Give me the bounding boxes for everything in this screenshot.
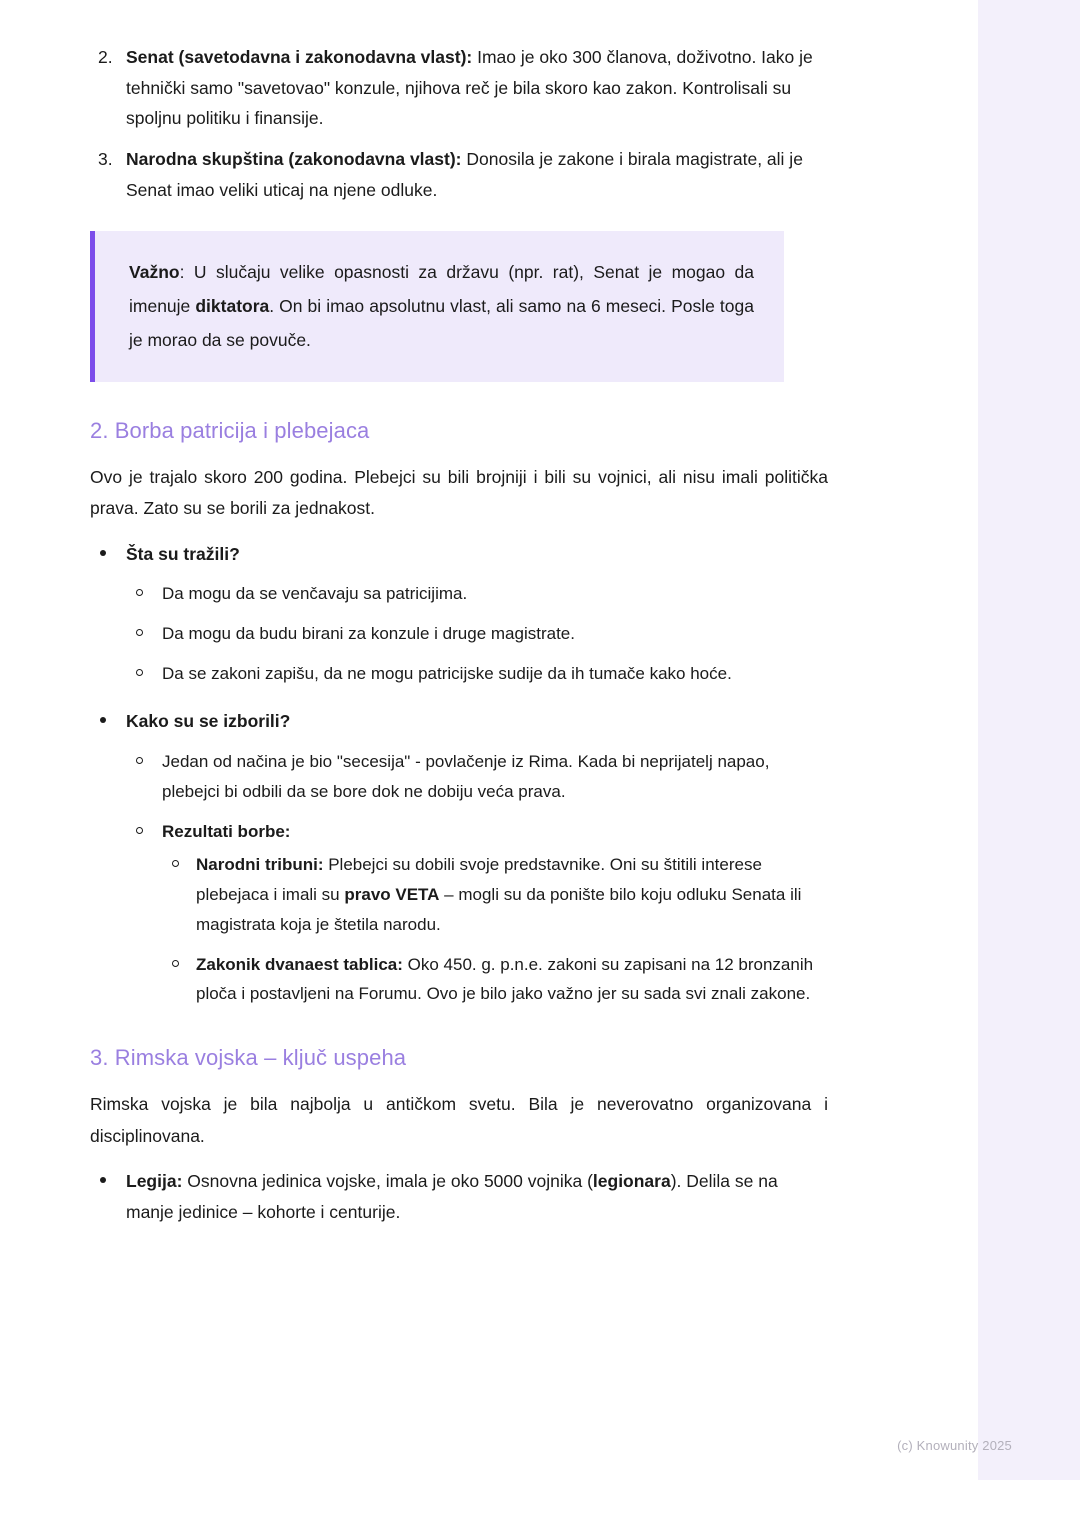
- result-text-part2: – mogli su da ponište bilo koju odluku Senata ili magistrata koja je štetila narodu.: [196, 885, 802, 934]
- circle-bullet-icon: [172, 960, 179, 967]
- bullet-dot-icon: [100, 717, 106, 723]
- section-heading-3: 3. Rimska vojska – ključ uspeha: [90, 1045, 407, 1070]
- bullet-text-part1: Osnovna jedinica vojske, imala je oko 5000 vojnika (: [182, 1171, 593, 1191]
- circle-bullet-icon: [136, 669, 143, 676]
- bullet-text-part2: ). Delila se na manje jedinice – kohorte i centurije.: [126, 1171, 778, 1222]
- sub-list-item: [126, 747, 828, 807]
- sub-list-item: [126, 659, 828, 689]
- list-item-title: Senat (savetodavna i zakonodavna vlast):: [126, 47, 473, 67]
- important-callout: [90, 231, 784, 381]
- bullet-item: [90, 706, 828, 1009]
- list-marker: 2.: [98, 47, 113, 67]
- result-text: Oko 450. g. p.n.e. zakoni su zapisani na 12 bronzanih ploča i postavljeni na Forumu. Ovo je bilo jako važno jer su sada svi znali zakone.: [196, 954, 814, 1004]
- bullet-item: [90, 1166, 828, 1227]
- section-heading-2: 2. Borba patricija i plebejaca: [90, 417, 370, 443]
- bullet-title: Šta su tražili?: [126, 543, 240, 564]
- list-item-title: Narodna skupština (zakonodavna vlast):: [126, 148, 462, 169]
- sub-list-text: Jedan od načina je bio "secesija" - povlačenje iz Rima. Kada bi neprijatelj napao, plebejci bi odbili da se bore dok ne dobiju veća prava.: [162, 752, 770, 801]
- sub-list-item: [126, 579, 828, 609]
- sub-list-item: [126, 619, 828, 649]
- result-title: Zakonik dvanaest tablica:: [196, 954, 403, 974]
- page-right-margin-gap: [972, 0, 978, 1480]
- circle-bullet-icon: [136, 629, 143, 636]
- section-3-bullets: [90, 1166, 828, 1227]
- result-emphasis: pravo VETA: [344, 885, 440, 904]
- sub-list-title: Rezultati borbe:: [162, 821, 291, 841]
- circle-bullet-icon: [136, 757, 143, 764]
- sub-list-text: Da mogu da budu birani za konzule i druge magistrate.: [162, 623, 575, 643]
- sub-list: [126, 579, 828, 688]
- sub-list-item: [126, 817, 828, 1010]
- sub-list-text: Da se zakoni zapišu, da ne mogu patricijske sudije da ih tumače kako hoće.: [162, 663, 732, 683]
- circle-bullet-icon: [136, 827, 143, 834]
- circle-bullet-icon: [172, 860, 179, 867]
- list-item-text: Donosila je zakone i birala magistrate, ali je Senat imao veliki uticaj na njene odluke.: [126, 148, 803, 200]
- sub-list: [126, 747, 828, 1009]
- bullet-dot-icon: [100, 550, 106, 556]
- section-3-paragraph: Rimska vojska je bila najbolja u antičkom svetu. Bila je neverovatno organizovana i disciplinovana.: [90, 1094, 828, 1146]
- page-right-margin-strip: [972, 0, 1080, 1480]
- list-marker: 3.: [98, 148, 113, 169]
- bullet-title: Kako su se izborili?: [126, 711, 291, 732]
- callout-text-before: : U slučaju velike opasnosti za državu (npr. rat), Senat je mogao da imenuje: [129, 262, 754, 317]
- bullet-title: Legija:: [126, 1171, 183, 1191]
- callout-text: [129, 255, 754, 357]
- list-item: [90, 144, 828, 205]
- section-2-paragraph: Ovo je trajalo skoro 200 godina. Plebejci su bili brojniji i bili su vojnici, ali nisu imali politička prava. Zato su se borili za jednakost.: [90, 466, 828, 518]
- callout-emphasis: diktatora: [195, 296, 270, 317]
- sub-list-text: Da mogu da se venčavaju sa patricijima.: [162, 584, 468, 604]
- callout-label: Važno: [129, 262, 180, 283]
- section-2-bullets: [90, 539, 828, 1010]
- bullet-dot-icon: [100, 1177, 106, 1183]
- sub-sub-list-item: [162, 950, 828, 1010]
- result-text-part1: Plebejci su dobili svoje predstavnike. Oni su štitili interese plebejaca i imali su: [196, 855, 762, 904]
- list-item-text: Imao je oko 300 članova, doživotno. Iako je tehnički samo "savetovao" konzule, njihova reč je bila skoro kao zakon. Kontrolisali su spoljnu politiku i finansije.: [126, 47, 813, 129]
- circle-bullet-icon: [136, 589, 143, 596]
- callout-text-after: . On bi imao apsolutnu vlast, ali samo na 6 meseci. Posle toga je morao da se povuče.: [129, 296, 754, 351]
- result-title: Narodni tribuni:: [196, 855, 324, 875]
- sub-sub-list-item: [162, 850, 828, 939]
- numbered-list: [90, 42, 828, 205]
- sub-sub-list: [162, 850, 828, 1009]
- copyright-footer: (c) Knowunity 2025: [897, 1438, 1012, 1453]
- bullet-item: [90, 539, 828, 689]
- bullet-emphasis: legionara: [592, 1171, 671, 1191]
- document-content: [90, 42, 828, 1233]
- list-item: [90, 42, 828, 134]
